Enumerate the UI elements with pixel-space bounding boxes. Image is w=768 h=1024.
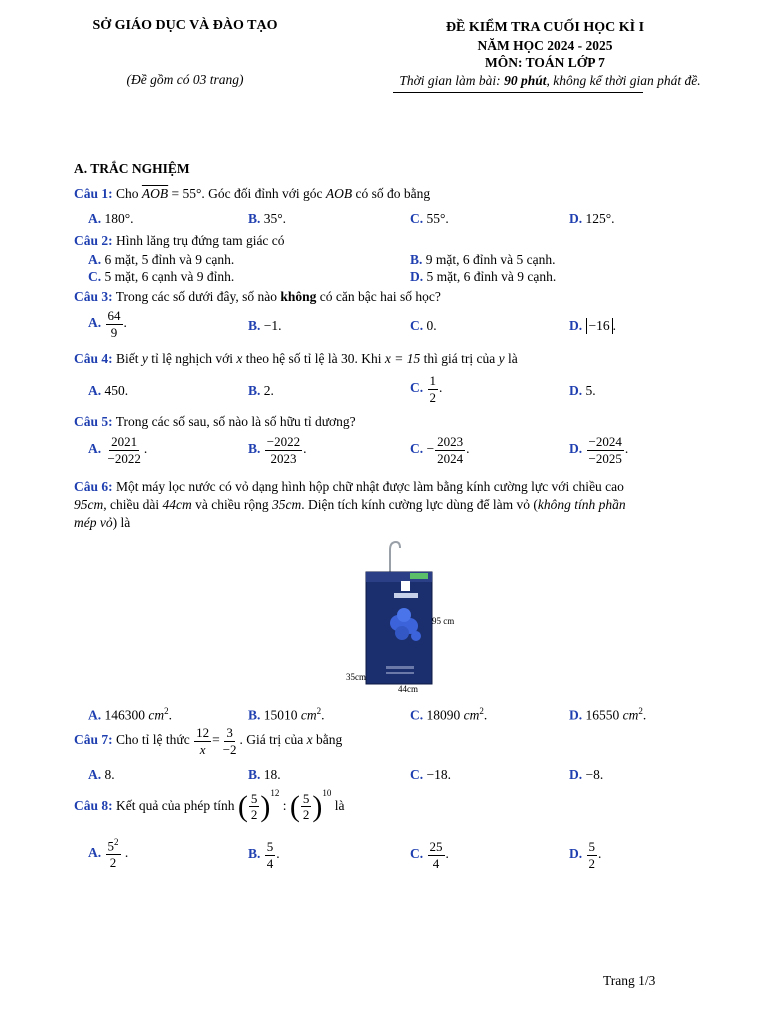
q2-option-a[interactable]: A. 6 mặt, 5 đỉnh và 9 cạnh. <box>88 252 235 267</box>
pages-note: (Đề gồm có 03 trang) <box>126 72 244 87</box>
width-label: 35cm <box>346 672 366 682</box>
water-purifier-figure <box>340 538 480 698</box>
q1-option-c[interactable]: C. 55°. <box>410 211 449 226</box>
q4-option-c[interactable]: C. $\frac{1}{2}$ . <box>410 373 443 405</box>
question-2: Câu 2: Hình lăng trụ đứng tam giác có <box>74 233 285 248</box>
q8-option-c[interactable]: C. $\frac{25}{4}$ . <box>410 839 449 871</box>
angle-aob: $\overline{AOB}$ <box>141 186 169 201</box>
q8-option-b[interactable]: B. $\frac{5}{4}$ . <box>248 839 280 871</box>
q8-option-d[interactable]: D. $\frac{5}{2}$ . <box>569 839 602 871</box>
q1-option-d[interactable]: D. 125°. <box>569 211 615 226</box>
q3-option-c[interactable]: C. 0. <box>410 318 437 333</box>
exam-title: ĐỀ KIỂM TRA CUỐI HỌC KÌ I <box>445 20 645 35</box>
q3-option-d[interactable]: D. −16 . <box>569 318 616 333</box>
q1-option-a[interactable]: A. 180°. <box>88 211 134 226</box>
q6-option-b[interactable]: B. 15010 $cm^2$. <box>248 706 325 723</box>
q7-option-b[interactable]: B. 18. <box>248 767 281 782</box>
q2-option-c[interactable]: C. 5 mặt, 6 cạnh và 9 đỉnh. <box>88 269 235 284</box>
height-label: 95 cm <box>432 616 455 626</box>
q5-option-c[interactable]: C. − $\frac{2023}{2024}$ . <box>410 434 470 466</box>
q5-option-a[interactable]: A. $\frac{2021}{-2022}$ . <box>88 434 148 466</box>
question-6: Câu 6: Một máy lọc nước có vỏ dạng hình hộp chữ nhật được làm bằng kính cường lực với chiều cao 95cm, chiều dài 44cm và chiều rộng 35cm. Diện tích kính cường lực dùng để làm vỏ (không tính phần mép vỏ) là <box>74 479 626 530</box>
org-name: SỞ GIÁO DỤC VÀ ĐÀO TẠO <box>92 18 278 33</box>
q7-option-a[interactable]: A. 8. <box>88 767 115 782</box>
absolute-value: −16 <box>586 318 613 334</box>
question-3: Câu 3: Trong các số dưới đây, số nào không có căn bậc hai số học? <box>74 289 441 304</box>
q4-option-a[interactable]: A. 450. <box>88 383 129 398</box>
q7-option-c[interactable]: C. −18. <box>410 767 451 782</box>
q3-option-b[interactable]: B. −1. <box>248 318 282 333</box>
q5-option-d[interactable]: D. $\frac{-2024}{-2025}$ . <box>569 434 629 466</box>
q7-option-d[interactable]: D. −8. <box>569 767 604 782</box>
q4-option-d[interactable]: D. 5. <box>569 383 596 398</box>
q6-option-a[interactable]: A. 146300 $cm^2$. <box>88 706 172 723</box>
length-label: 44cm <box>398 684 418 694</box>
page-number: Trang 1/3 <box>603 973 656 988</box>
q6-option-c[interactable]: C. 18090 $cm^2$. <box>410 706 488 723</box>
q2-option-d[interactable]: D. 5 mặt, 6 đỉnh và 9 cạnh. <box>410 269 557 284</box>
section-title: A. TRẮC NGHIỆM <box>74 161 190 176</box>
school-year: NĂM HỌC 2024 - 2025 <box>477 38 613 53</box>
question-8: Câu 8: Kết quả của phép tính ( $\frac{5}{2}$ )$^{12}$ : ( $\frac{5}{2}$ )$^{10}$ là <box>74 788 345 823</box>
q8-option-a[interactable]: A. $\frac{5^2}{2}$ . <box>88 837 129 870</box>
q4-option-b[interactable]: B. 2. <box>248 383 274 398</box>
time-limit: Thời gian làm bài: 90 phút, không kể thời gian phát đề. <box>399 73 701 88</box>
question-7: Câu 7: Cho tỉ lệ thức $\frac{12}{x}$ = $\frac{3}{-2}$ . Giá trị của x bằng <box>74 725 343 757</box>
q3-option-a[interactable]: A. $\frac{64}{9}$ . <box>88 308 127 340</box>
question-1: Câu 1: Cho $\overline{AOB} = 55^\circ$. Góc đối đỉnh với góc AOB có số đo bằng <box>74 186 431 201</box>
question-4: Câu 4: Biết y tỉ lệ nghịch với x theo hệ số tỉ lệ là 30. Khi x = 15 thì giá trị của y là <box>74 351 518 366</box>
q6-option-d[interactable]: D. 16550 $cm^2$. <box>569 706 647 723</box>
subject: MÔN: TOÁN LỚP 7 <box>485 55 605 70</box>
q2-option-b[interactable]: B. 9 mặt, 6 đỉnh và 5 cạnh. <box>410 252 556 267</box>
question-5: Câu 5: Trong các số sau, số nào là số hữu tỉ dương? <box>74 414 356 429</box>
header-underline <box>393 92 643 93</box>
q1-option-b[interactable]: B. 35°. <box>248 211 287 226</box>
q5-option-b[interactable]: B. $\frac{-2022}{2023}$ . <box>248 434 307 466</box>
